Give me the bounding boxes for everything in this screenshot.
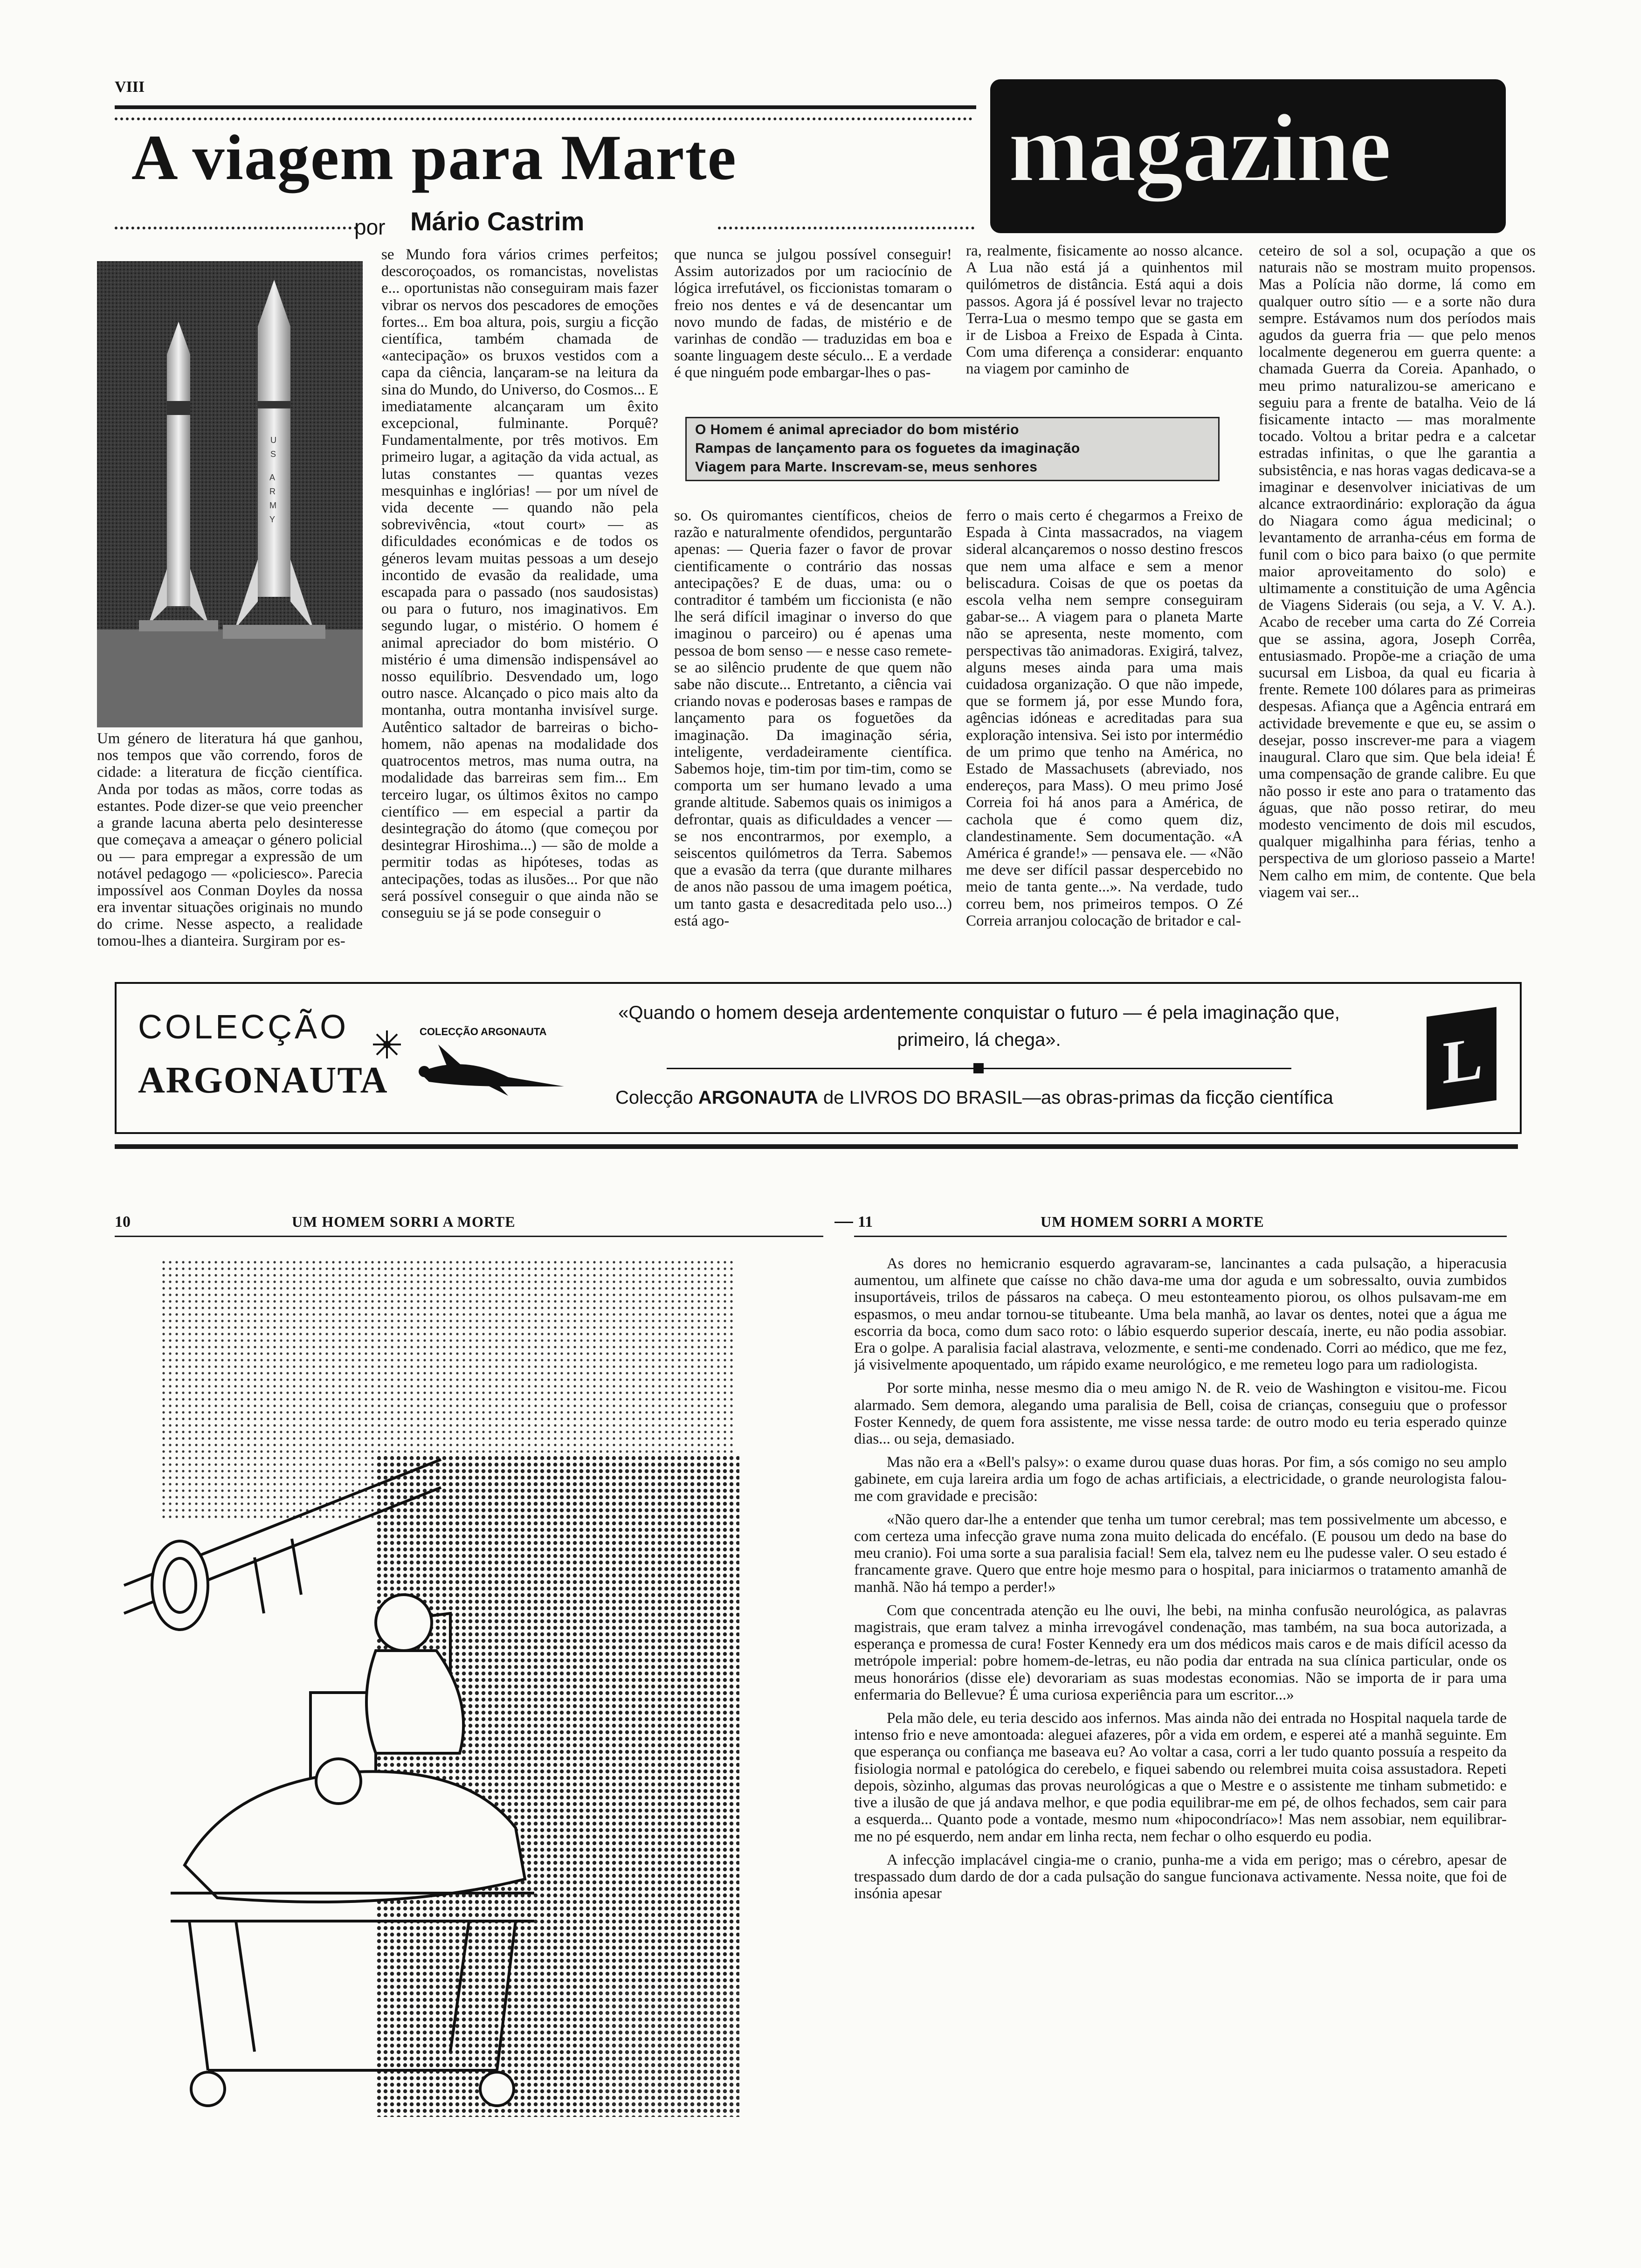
book-paragraph-2: Por sorte minha, nesse mesmo dia o meu amigo N. de R. veio de Washington e visitou-me. Ficou alarmado. Sem demora, alegando uma paralisia de Bell, coisa de crianças, conseguiu que o professor Foster Kennedy, de quem fora assistente, me visse nessa tarde: de outro modo eu teria esperado quinze dias... ou seja, demasiado. <box>854 1380 1507 1448</box>
ad-colecao: COLECÇÃO <box>138 1009 349 1046</box>
left-page-number: 10 <box>115 1213 131 1231</box>
magazine-banner <box>990 79 1506 233</box>
ad-tagline <box>615 1087 1333 1108</box>
logo-letter: L <box>1442 1024 1483 1097</box>
byline-name: Mário Castrim <box>410 207 585 236</box>
book-paragraph-6: Pela mão dele, eu teria descido aos infernos. Mas ainda não dei entrada no Hospital naquela tarde de intenso frio e neve amontoada: aleguei afazeres, pôr a vida em ordem, e esperei até a manhã seguinte. Em que esperança ou confiança me baseava eu? Ao voltar a casa, corri a ler tudo quanto possuía a respeito da fisiologia normal e patológica do cerebelo, e fiquei sabendo ou relembrei muita coisa assustadora. Repeti depois, sòzinho, algumas das provas neurológicas a que o Mestre e o assistente me tinham submetido: e tive a ilusão de que já andava melhor, e que podia equilibrar-me em pé, de olhos fechados, sem cair para a esquerda... Quanto pode a vontade, mesmo num «hipocondríaco»! Mas nem assobiar, nem equilibrar-me no pé esquerdo, nem andar em linha recta, nem fechar o olho esquerdo eu podia. <box>854 1710 1507 1845</box>
top-rule <box>115 105 976 109</box>
article-column-2: se Mundo fora vários crimes perfeitos; descoroçoados, os romancistas, novelistas e... oportunistas não conseguiram mais fazer vibrar os nervos dos pescadores de emoções fortes... Em boa altura, pois, surgiu a ficção científica, também chamada de «antecipação» os bruxos vestidos com a capa da ciência, lançaram-se na leitura da sina do Mundo, do Universo, do Cosmos... E imediatamente alcançaram um êxito excepcional, fulminante. Porquê? Fundamentalmente, por três motivos. Em primeiro lugar, a agitação da vida actual, as lutas constantes — quantas vezes mesquinhas e inglórias! — por um nível de vida decente — quando não pela sobrevivência, «tout court» — as dificuldades económicas e de todos os géneros levam muitas pessoas a um desejo incontido de evasão da realidade, uma escapada para o passado (nos saudosistas) ou para o futuro, nos imaginativos. Em segundo lugar, o mistério. O homem é animal apreciador do bom mistério. O mistério é uma dimensão indispensável ao nosso equilíbrio. Desvendado um, logo outro nasce. Alcançado o pico mais alto da montanha, outra montanha invisível surge. Autêntico saltador de barreiras o bicho-homem, não apenas na modalidade dos quatrocentos metros, mas numa outra, na modalidade das barreiras sem fim... Em terceiro lugar, os últimos êxitos no campo científico — em especial a partir da desintegração do átomo (que começou por desintegrar Hiroshima...) — são de molde a permitir todas as hipóteses, todas as antecipações, todas as ilusões... Por que não será possível conseguir o que ainda não se conseguiu se já se pode conseguir o <box>381 246 658 921</box>
article-title: A viagem para Marte <box>131 122 737 193</box>
ad-divider-mark <box>973 1063 984 1073</box>
promo-line-1: O Homem é animal apreciador do bom mistério <box>695 422 1020 437</box>
ad-tagline-brand: ARGONAUTA <box>698 1087 818 1108</box>
svg-text:M: M <box>269 501 276 510</box>
promo-line-2: Rampas de lançamento para os foguetes da imaginação <box>695 441 1080 456</box>
svg-text:U: U <box>270 436 276 445</box>
right-page-number: 11 <box>858 1213 873 1231</box>
emblem-text: COLECÇÃO ARGONAUTA <box>420 1026 547 1037</box>
ad-quote-line-1: «Quando o homem deseja ardentemente conquistar o futuro — é pela imaginação que, <box>618 1003 1340 1023</box>
rocket-photo-graphic <box>97 261 363 727</box>
book-paragraph-1: As dores no hemicranio esquerdo agravaram-se, lancinantes a cada pulsação, a hiperacusia aumentou, um alfinete que caísse no chão dava-me uma dor aguda e um sobressalto, ouvia zumbidos insuportáveis, trilos de pássaros na cabeça. O meu estonteamento piorou, os olhos pulsavam-me em espasmos, o meu andar tornou-se titubeante. Uma bela manhã, ao lavar os dentes, notei que a água me escorria da boca, como dum saco roto: o lábio esquerdo superior descaía, inerte, eu não podia assobiar. Era o golpe. A paralisia facial alastrava, velozmente, e senti-me condenado. Corri ao médico, que me fez, já visivelmente apoquentado, um rápido exame neurológico, e me remeteu logo para um radiologista. <box>854 1255 1507 1374</box>
argonaut-emblem <box>368 1016 578 1110</box>
ad-tagline-post: de LIVROS DO BRASIL—as obras-primas da ficção científica <box>818 1087 1333 1108</box>
photo-caption: Um género de literatura há que ganhou, nos tempos que vão correndo, foros de cidade: a literatura de ficção científica. Anda por todas as mãos, corre todas as estantes. Pode dizer-se que veio preencher a grande lacuna aberta pelo desinteresse que começava a ameaçar o género policial ou — para empregar a expressão de um notável pedagogo — «policiesco». Parecia impossível aos Conman Doyles da nossa era inventar situações originais no mundo do crime. Nesse aspecto, a realidade tomou-lhes a dianteira. Surgiram por es- <box>97 730 363 950</box>
book-text <box>854 1255 1507 2248</box>
article-column-4a: ra, realmente, fisicamente ao nosso alcance. A Lua não está já a quinhentos mil quilómetros de distância. Está aqui a dois passos. Agora já é possível levar no trajecto Terra-Lua o mesmo tempo que se gasta em ir de Lisboa a Freixo de Espada à Cinta. Com uma diferença a considerar: enquanto na viagem por caminho de <box>966 242 1243 378</box>
hospital-gurney-illustration <box>115 1259 828 2210</box>
book-paragraph-7: A infecção implacável cingia-me o cranio, punha-me a vida em perigo; mas o cérebro, apesar de trespassado dum dardo de dor a cada pulsação do sangue funcionava activamente. Nessa noite, que foi de insónia apesar <box>854 1851 1507 1902</box>
book-paragraph-4: «Não quero dar-lhe a entender que tenha um tumor cerebral; mas tem possivelmente um abcesso, e com certeza uma infecção grave numa zona muito delicada do encéfalo. (E pousou um dedo na base do meu cranio). Foi uma sorte a sua paralisia facial! Sem ela, talvez nem eu lhe pudesse valer. O seu estado é francamente grave. Quero que entre hoje mesmo para o hospital, para iniciarmos o tratamento amanhã de manhã. Não há tempo a perder!» <box>854 1511 1507 1596</box>
promo-box <box>685 417 1220 481</box>
left-running-head: UM HOMEM SORRI A MORTE <box>292 1213 516 1230</box>
ad-bottom-rule <box>115 1144 1518 1149</box>
livros-do-brasil-logo <box>1427 1007 1496 1110</box>
page-marker: VIII <box>115 78 145 96</box>
argonauta-ad <box>115 982 1522 1134</box>
magazine-label: magazine <box>1008 94 1390 202</box>
right-head-rule <box>854 1236 1507 1237</box>
right-running-head: UM HOMEM SORRI A MORTE <box>1041 1213 1264 1230</box>
left-head-rule <box>115 1236 823 1237</box>
article-column-3a: que nunca se julgou possível conseguir! Assim autorizados por um raciocínio de lógica irrefutável, os ficcionistas tomaram o freio nos dentes e vá de desencantar um novo mundo de fadas, de mistério e de varinhas de condão — traduzidas em boa e soante linguagem deste século... E a verdade é que ninguém pode embargar-lhes o pas- <box>674 246 952 381</box>
ad-tagline-pre: Colecção <box>615 1087 698 1108</box>
article-column-3b: so. Os quiromantes científicos, cheios de razão e naturalmente ofendidos, perguntarão apenas: — Queria fazer o favor de provar cientificamente o contrário das nossas antecipações? E de duas, uma: ou o contraditor é também um ficcionista (e não lhe será difícil imaginar o inverso do que imaginou o parceiro) ou é apenas uma pessoa de bom senso — e nesse caso remete-se ao silêncio prudente de que quem não sabe não discute... Entretanto, a ciência vai criando novas e poderosas bases e rampas de lançamento para os foguetões da imaginação. Da imaginação séria, inteligente, verdadeiramente científica. Sabemos hoje, tim-tim por tim-tim, como se comporta um ser humano levado a uma grande altitude. Sabemos quais os inimigos a defrontar, quais as dificuldades a vencer — se nos encontrarmos, por exemplo, a seiscentos quilómetros da Terra. Sabemos que a evasão da terra (que durante milhares de anos não passou de uma imagem poética, um tanto gasta e desacreditada pelo uso...) está ago- <box>674 507 952 929</box>
ad-argonauta: ARGONAUTA <box>138 1060 388 1101</box>
byline-rule <box>718 227 974 229</box>
book-paragraph-3: Mas não era a «Bell's palsy»: o exame durou quase duas horas. Por fim, a sós comigo no seu amplo gabinete, em cuja lareira ardia um fogo de achas artificiais, a electricidade, o grande neurologista falou-me com gravidade e precisão: <box>854 1454 1507 1505</box>
page-gutter-mark <box>834 1222 853 1223</box>
svg-text:R: R <box>269 487 276 496</box>
title-rule-bottom <box>115 227 357 229</box>
byline-por: por <box>354 215 386 239</box>
ad-quote-line-2: primeiro, lá chega». <box>897 1030 1061 1050</box>
hospital-illustration <box>115 1259 828 2210</box>
argonaut-figure-icon <box>368 1016 578 1110</box>
book-paragraph-5: Com que concentrada atenção eu lhe ouvi, lhe bebi, na minha confusão neurológica, as palavras magistrais, que eram talvez a minha irrevogável condenação, mas também, na sua boca autorizada, a esperança e promessa de cura! Foster Kennedy era um dos médicos mais caros e de mais difícil acesso da metrópole imperial: pobre homem-de-letras, eu não podia dar entrada na sua clínica particular, onde os meus honorários (disse ele) devorariam as suas modestas economias. Não se importa de ir para uma enfermaria do Bellevue? É uma curiosa experiência para um escritor...» <box>854 1602 1507 1703</box>
rocket-photo <box>97 261 363 727</box>
svg-text:S: S <box>270 449 276 459</box>
promo-line-3: Viagem para Marte. Inscrevam-se, meus senhores <box>695 459 1038 475</box>
article-column-4b: ferro o mais certo é chegarmos a Freixo de Espada à Cinta massacrados, na viagem sideral alcançaremos o nosso destino frescos que nem uma alface e sem a menor beliscadura. Coisas de que os poetas da escola velha nem sempre conseguiram gabar-se... A viagem para o planeta Marte não se apresenta, neste momento, com perspectivas tão animadoras. Exigirá, talvez, alguns meses ainda para uma mais cuidadosa organização. O que não impede, que se formem já, por esse Mundo fora, agências idóneas e acreditadas para sua exploração intensiva. Sei isto por intermédio de um primo que tenho na América, no Estado de Massachusets (abreviado, nos endereços, para Mass). O meu primo José Correia foi há anos para a América, de cachola que é como quem diz, clandestinamente. Sem documentação. «A América é grande!» — pensava ele. — «Não me deve ser difícil passar despercebido no meio de tanta gente...». Na verdade, tudo correu bem, nos primeiros tempos. O Zé Correia arranjou colocação de britador e cal- <box>966 507 1243 929</box>
svg-text:A: A <box>269 473 276 482</box>
svg-text:Y: Y <box>269 515 276 524</box>
article-column-5: ceteiro de sol a sol, ocupação a que os naturais não se mostram muito propensos. Mas a Polícia não dorme, lá como em qualquer outro sítio — e a sorte não dura sempre. Estávamos num dos períodos mais agudos da guerra fria — que pelo menos localmente degenerou em guerra quente: a chamada Guerra da Coreia. Apanhado, o meu primo naturalizou-se americano e seguiu para a frente de batalha. Veio de lá fisicamente intacto — mas moralmente tocado. Voltou a britar pedra e a calcetar estradas infinitas, o que lhe garantia a subsistência, e nas horas vagas dedicava-se a imaginar e desenvolver iniciativas de um alcance extraordinário: exploração da água do Niagara como água medicinal; o levantamento de arranha-céus em forma de funil com o bico para baixo (o que permite maior aproveitamento do solo) e ultimamente a constituição de uma Agência de Viagens Siderais (ou seja, a V. V. A.). Acabo de receber uma carta do Zé Correia que se assina, agora, Joseph Corrêa, entusiasmado. Propõe-me a criação de uma sucursal em Lisboa, da qual eu ficaria à frente. Remete 100 dólares para as primeiras despesas. Afiança que a Agência entrará em actividade brevemente e que eu, se assim o desejar, posso inscrever-me para a viagem inaugural. Claro que sim. Que bela ideia! É uma compensação de grande calibre. Eu que não posso ir este ano para o tratamento das águas, que não posso retirar, do meu modesto vencimento de dois mil escudos, qualquer migalhinha para férias, tenho a perspectiva de um glorioso passeio a Marte! Nem calho em mim, de contente. Que bela viagem vai ser... <box>1259 242 1536 901</box>
